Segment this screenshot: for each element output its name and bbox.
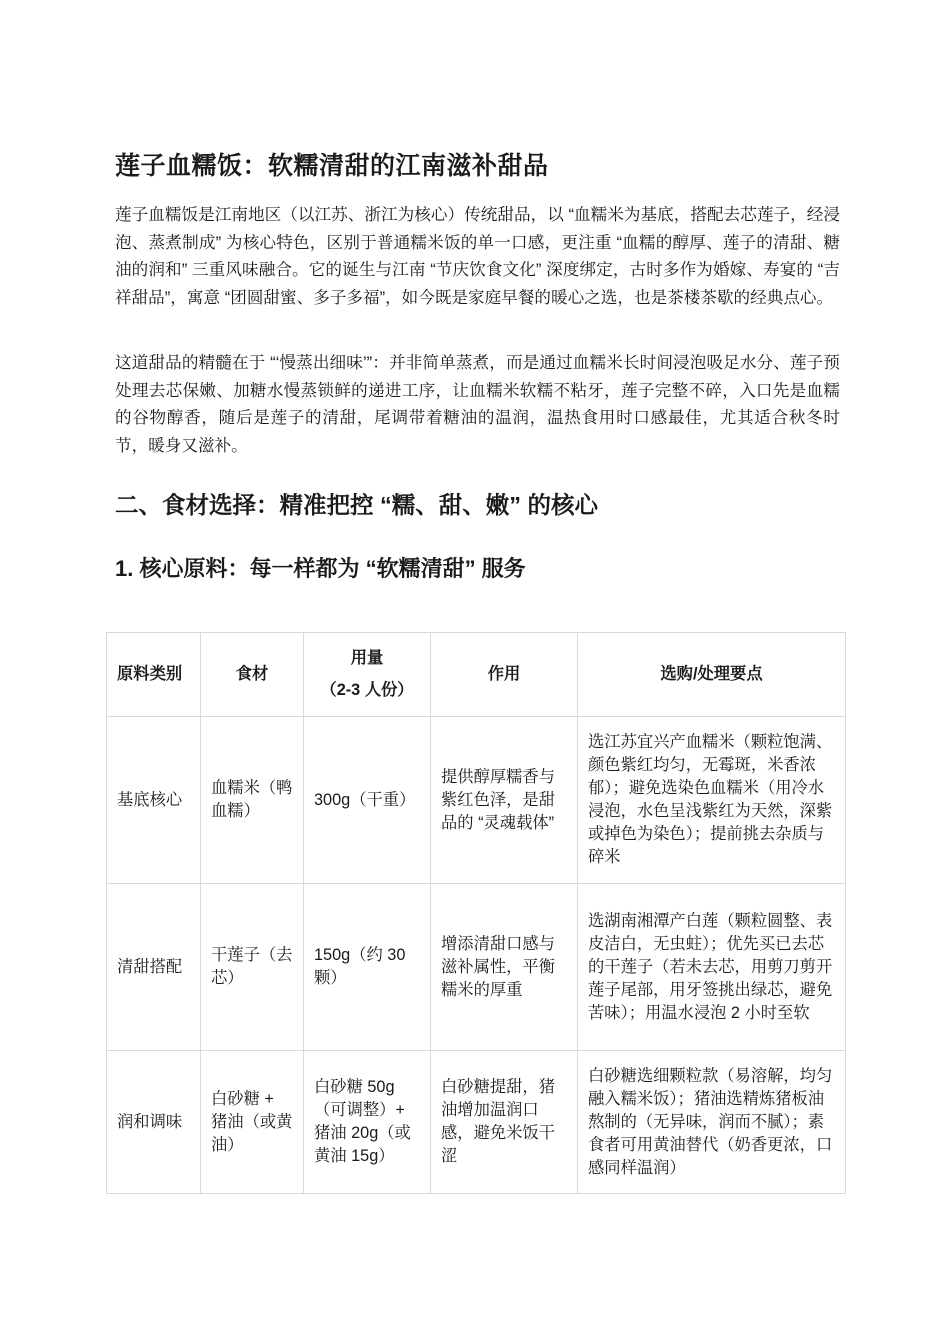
- table-header-row: [107, 633, 846, 717]
- ingredients-table: [106, 632, 846, 1194]
- cell-amount: 白砂糖 50g（可调整）+ 猪油 20g（或黄油 15g）: [304, 1051, 431, 1194]
- cell-amount: 300g（干重）: [304, 717, 431, 884]
- table-row: [107, 884, 846, 1051]
- header-ingredient: 食材: [201, 633, 304, 717]
- essence-paragraph: 这道甜品的精髓在于 “‘慢蒸出细味’”：并非简单蒸煮，而是通过血糯米长时间浸泡吸足水分、莲子预处理去芯保嫩、加糖水慢蒸锁鲜的递进工序，让血糯米软糯不粘牙，莲子完整不碎，入口先是血糯的谷物醇香，随后是莲子的清甜，尾调带着糖油的温润，温热食用时口感最佳，尤其适合秋冬时节，暖身又滋补。: [115, 353, 840, 455]
- cell-tips: 选湖南湘潭产白莲（颗粒圆整、表皮洁白，无虫蛀）；优先买已去芯的干莲子（若未去芯，用剪刀剪开莲子尾部，用牙签挑出绿芯，避免苦味）；用温水浸泡 2 小时至软: [578, 884, 846, 1051]
- section-heading: 二、食材选择：精准把控 “糯、甜、嫩” 的核心: [115, 492, 599, 518]
- header-category: 原料类别: [107, 633, 201, 717]
- intro-paragraph: 莲子血糯饭是江南地区（以江苏、浙江为核心）传统甜品，以 “血糯米为基底，搭配去芯莲子，经浸泡、蒸煮制成” 为核心特色，区别于普通糯米饭的单一口感，更注重 “血糯的醇厚、莲子的清甜、糖油的润和” 三重风味融合。它的诞生与江南 “节庆饮食文化” 深度绑定，古时多作为婚嫁、寿宴的 “吉祥甜品”，寓意 “团圆甜蜜、多子多福”，如今既是家庭早餐的暖心之选，也是茶楼茶歇的经典点心。: [115, 205, 840, 307]
- cell-tips: 白砂糖选细颗粒款（易溶解，均匀融入糯米饭）；猪油选精炼猪板油熬制的（无异味，润而不腻）；素食者可用黄油替代（奶香更浓，口感同样温润）: [578, 1051, 846, 1194]
- header-tips: 选购/处理要点: [578, 633, 846, 717]
- table-row: [107, 1051, 846, 1194]
- header-amount-label: 用量: [350, 649, 384, 667]
- cell-role: 提供醇厚糯香与紫红色泽，是甜品的 “灵魂载体”: [431, 717, 578, 884]
- cell-tips: 选江苏宜兴产血糯米（颗粒饱满、颜色紫红均匀，无霉斑，米香浓郁）；避免选染色血糯米（用冷水浸泡，水色呈浅紫红为天然，深紫或掉色为染色）；提前挑去杂质与碎米: [578, 717, 846, 884]
- cell-amount: 150g（约 30 颗）: [304, 884, 431, 1051]
- table-row: [107, 717, 846, 884]
- cell-category: 基底核心: [107, 717, 201, 884]
- header-amount-servings: （2-3 人份）: [320, 681, 414, 699]
- cell-ingredient: 血糯米（鸭血糯）: [201, 717, 304, 884]
- cell-role: 白砂糖提甜，猪油增加温润口感，避免米饭干涩: [431, 1051, 578, 1194]
- subsection-heading: 1. 核心原料：每一样都为 “软糯清甜” 服务: [115, 556, 526, 581]
- cell-ingredient: 白砂糖 + 猪油（或黄油）: [201, 1051, 304, 1194]
- cell-category: 清甜搭配: [107, 884, 201, 1051]
- page-title: 莲子血糯饭：软糯清甜的江南滋补甜品: [115, 152, 549, 180]
- cell-ingredient: 干莲子（去芯）: [201, 884, 304, 1051]
- cell-category: 润和调味: [107, 1051, 201, 1194]
- cell-role: 增添清甜口感与滋补属性，平衡糯米的厚重: [431, 884, 578, 1051]
- header-amount: [304, 633, 431, 717]
- header-role: 作用: [431, 633, 578, 717]
